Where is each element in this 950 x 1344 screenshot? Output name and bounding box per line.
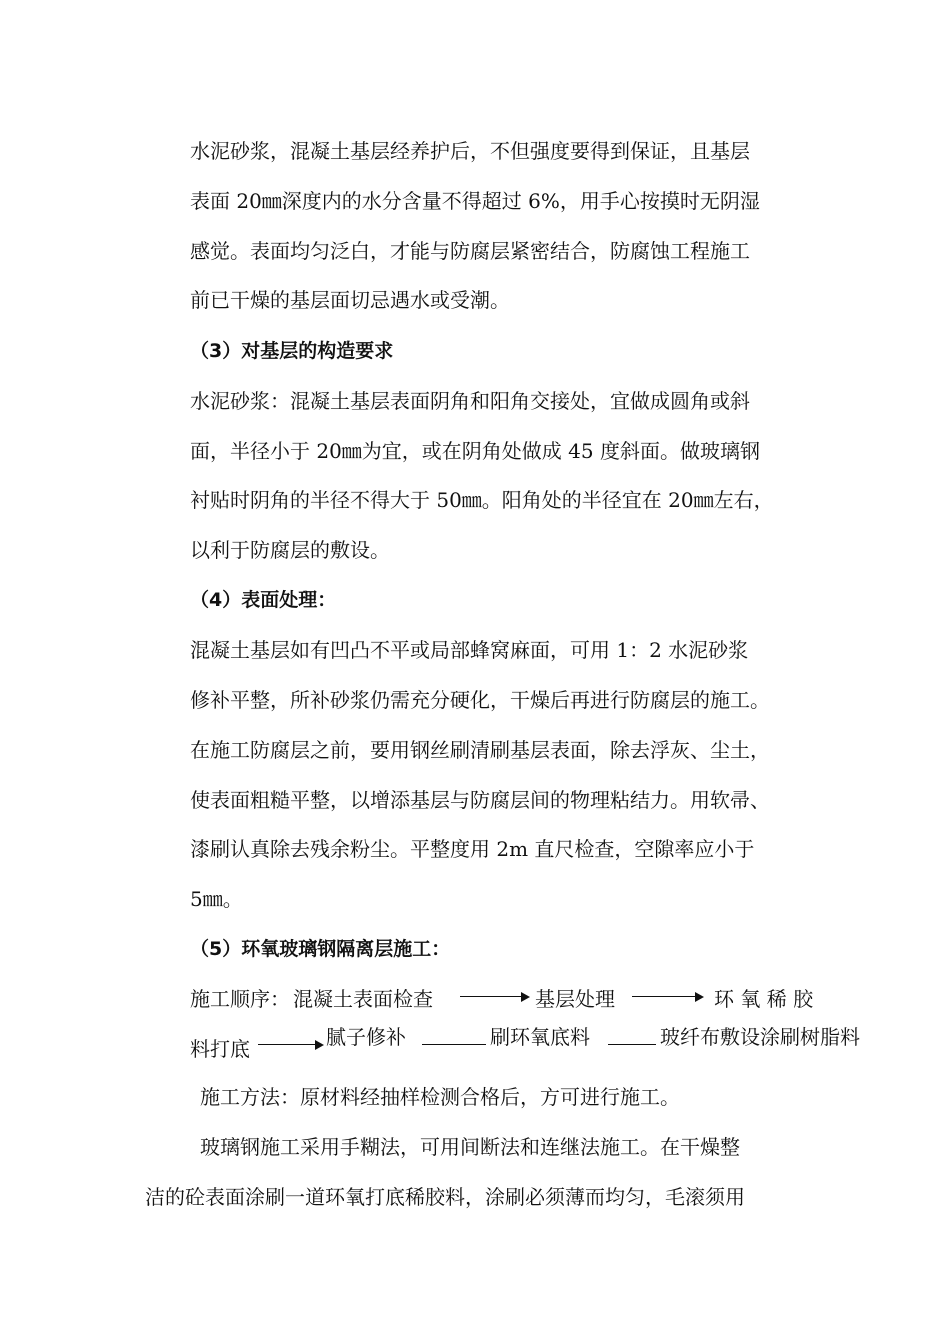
sequence-step-fiberglass-laying: 玻纤布敷设涂刷树脂料 xyxy=(660,1025,860,1049)
paragraph-2-line-2: 面，半径小于 20㎜为宜，或在阴角处做成 45 度斜面。做玻璃钢 xyxy=(190,439,760,463)
method-line: 施工方法：原材料经抽样检测合格后，方可进行施工。 xyxy=(200,1085,680,1109)
paragraph-1-line-3: 感觉。表面均匀泛白，才能与防腐层紧密结合，防腐蚀工程施工 xyxy=(190,239,750,263)
paragraph-4-line-2: 洁的砼表面涂刷一道环氧打底稀胶料，涂刷必须薄而均匀，毛滚须用 xyxy=(145,1185,745,1209)
sequence-step-epoxy-primer-a: 环 氧 稀 胶 xyxy=(714,987,814,1011)
sequence-step-inspection: 混凝土表面检查 xyxy=(293,987,433,1011)
sequence-arrow-1 xyxy=(460,992,530,1002)
paragraph-3-line-5: 漆刷认真除去残余粉尘。平整度用 2m 直尺检查，空隙率应小于 xyxy=(190,837,755,861)
heading-3: （3）对基层的构造要求 xyxy=(190,340,394,362)
heading-4: （4）表面处理： xyxy=(190,589,337,611)
sequence-step-epoxy-base-coat: 刷环氧底料 xyxy=(490,1025,590,1049)
sequence-label: 施工顺序： xyxy=(190,987,290,1011)
paragraph-1-line-4: 前已干燥的基层面切忌遇水或受潮。 xyxy=(190,288,510,312)
sequence-step-epoxy-primer-b: 料打底 xyxy=(190,1037,250,1061)
paragraph-3-line-4: 使表面粗糙平整，以增添基层与防腐层间的物理粘结力。用软帚、 xyxy=(190,788,770,812)
sequence-arrow-2 xyxy=(632,992,704,1002)
paragraph-3-line-3: 在施工防腐层之前，要用钢丝刷清刷基层表面，除去浮灰、尘土， xyxy=(190,738,770,762)
sequence-arrow-4 xyxy=(422,1040,486,1050)
paragraph-2-line-4: 以利于防腐层的敷设。 xyxy=(190,538,390,562)
sequence-arrow-5 xyxy=(608,1040,656,1050)
heading-5: （5）环氧玻璃钢隔离层施工： xyxy=(190,938,451,960)
paragraph-4-line-1: 玻璃钢施工采用手糊法，可用间断法和连继法施工。在干燥整 xyxy=(200,1135,740,1159)
sequence-step-base-treatment: 基层处理 xyxy=(535,987,615,1011)
paragraph-1-line-1: 水泥砂浆，混凝土基层经养护后，不但强度要得到保证，且基层 xyxy=(190,139,750,163)
paragraph-2-line-1: 水泥砂浆：混凝土基层表面阴角和阳角交接处，宜做成圆角或斜 xyxy=(190,389,750,413)
paragraph-3-line-6: 5㎜。 xyxy=(190,887,243,911)
sequence-step-putty-repair: 腻子修补 xyxy=(326,1025,406,1049)
sequence-arrow-3 xyxy=(258,1040,324,1050)
paragraph-1-line-2: 表面 20㎜深度内的水分含量不得超过 6%，用手心按摸时无阴湿 xyxy=(190,189,760,213)
paragraph-3-line-1: 混凝土基层如有凹凸不平或局部蜂窝麻面，可用 1：2 水泥砂浆 xyxy=(190,638,749,662)
paragraph-3-line-2: 修补平整，所补砂浆仍需充分硬化，干燥后再进行防腐层的施工。 xyxy=(190,688,770,712)
paragraph-2-line-3: 衬贴时阴角的半径不得大于 50㎜。阳角处的半径宜在 20㎜左右， xyxy=(190,488,774,512)
